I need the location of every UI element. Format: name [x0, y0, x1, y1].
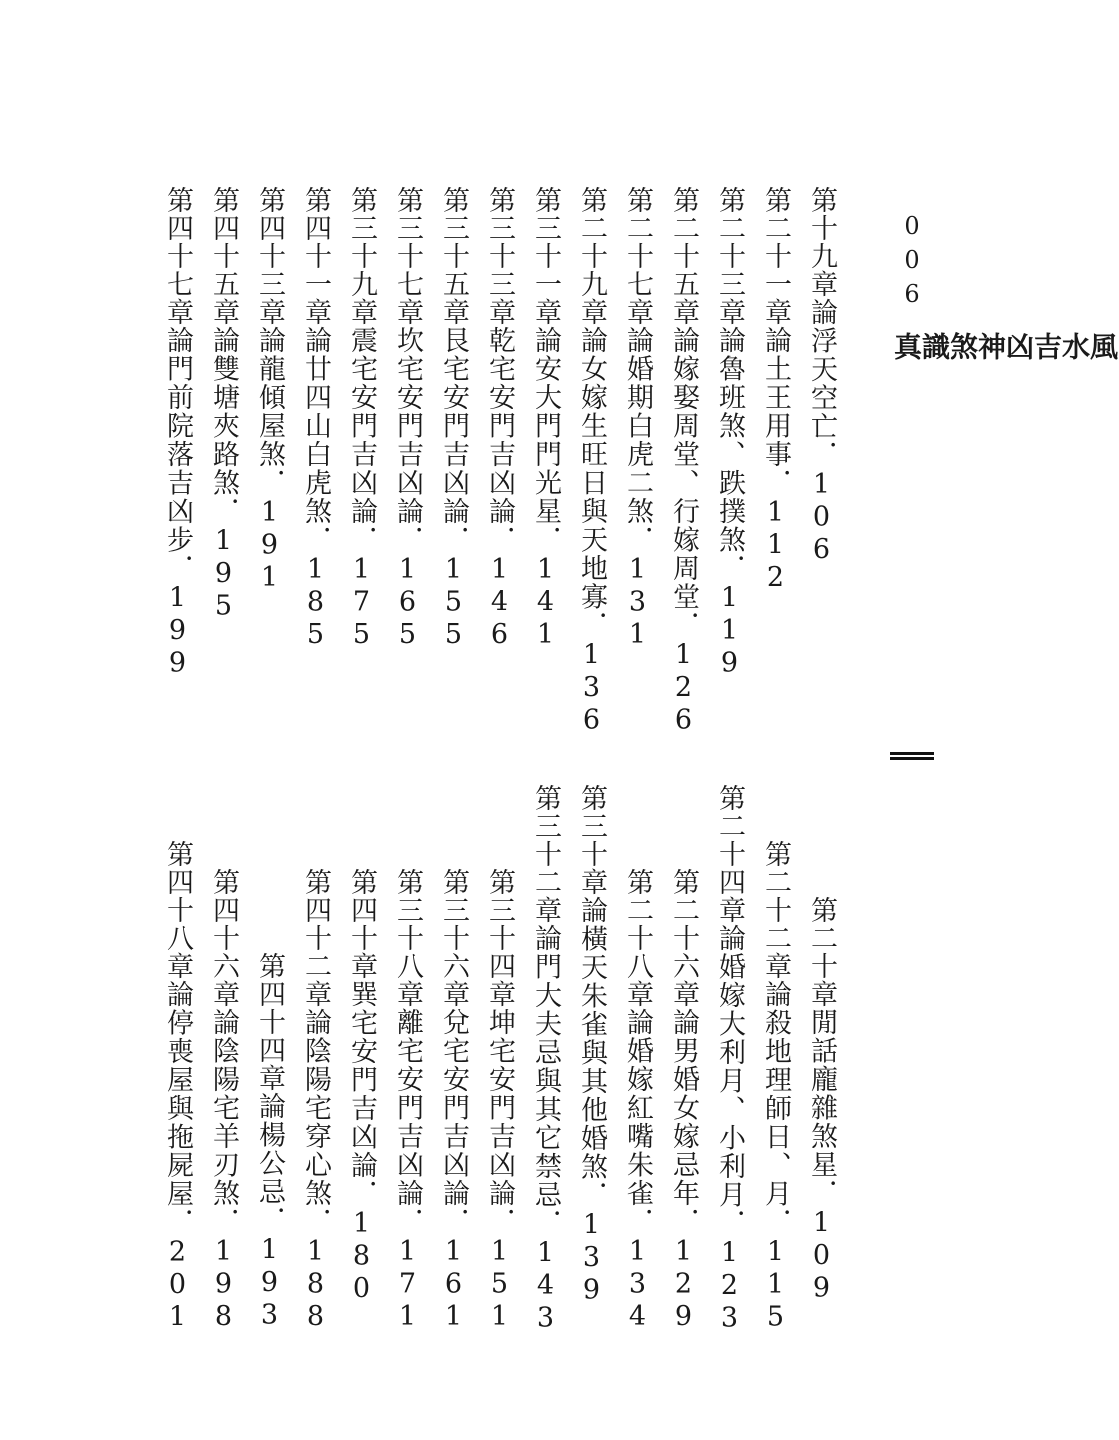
chapter-title: 震宅安門吉凶論．175: [346, 326, 377, 652]
chapter-title: 離宅安門吉凶論．171: [392, 1008, 423, 1334]
chapter-number: 第二十三章: [714, 186, 745, 326]
toc-entry[interactable]: [210, 868, 237, 1334]
page-number: 006: [898, 212, 926, 314]
chapter-title: 論陰陽宅羊刃煞．198: [208, 1008, 239, 1334]
chapter-number: 第四十六章: [208, 868, 239, 1008]
toc-entry[interactable]: [394, 868, 421, 1334]
chapter-number: 第四十四章: [254, 952, 285, 1092]
chapter-number: 第二十九章: [576, 186, 607, 326]
chapter-number: 第三十三章: [484, 186, 515, 326]
toc-entry[interactable]: [348, 868, 375, 1306]
toc-entry[interactable]: [394, 186, 421, 652]
chapter-number: 第二十一章: [760, 186, 791, 326]
chapter-number: 第三十章: [576, 784, 607, 896]
chapter-number: 第四十章: [346, 868, 377, 980]
chapter-title: 論安大門門光星．141: [530, 326, 561, 652]
chapter-title: 論橫天朱雀與其他婚煞．139: [576, 896, 607, 1307]
toc-entry[interactable]: [762, 186, 789, 595]
chapter-title: 乾宅安門吉凶論．146: [484, 326, 515, 652]
chapter-number: 第三十九章: [346, 186, 377, 326]
chapter-title: 艮宅安門吉凶論．155: [438, 326, 469, 652]
chapter-number: 第四十三章: [254, 186, 285, 326]
chapter-title: 論浮天空亡．106: [806, 298, 837, 567]
toc-entry[interactable]: [670, 868, 697, 1334]
chapter-number: 第三十七章: [392, 186, 423, 326]
chapter-title: 論殺地理師日、月．115: [760, 980, 791, 1334]
chapter-title: 論停喪屋與拖屍屋．201: [162, 980, 193, 1334]
chapter-title: 論男婚女嫁忌年．129: [668, 1008, 699, 1334]
chapter-title: 論土王用事．112: [760, 326, 791, 595]
toc-entry[interactable]: [532, 186, 559, 652]
toc-entry[interactable]: [624, 186, 651, 652]
chapter-number: 第二十五章: [668, 186, 699, 326]
toc-entry[interactable]: [256, 952, 283, 1332]
chapter-number: 第三十二章: [530, 784, 561, 924]
chapter-title: 論門大夫忌與其它禁忌．143: [530, 924, 561, 1335]
chapter-number: 第三十五章: [438, 186, 469, 326]
toc-entry[interactable]: [440, 868, 467, 1334]
chapter-number: 第二十四章: [714, 784, 745, 924]
chapter-title: 論婚嫁大利月、小利月．123: [714, 924, 745, 1335]
chapter-title: 論女嫁生旺日與天地寡．136: [576, 326, 607, 737]
toc-entry[interactable]: [670, 186, 697, 737]
chapter-number: 第二十八章: [622, 868, 653, 1008]
chapter-title: 坤宅安門吉凶論．151: [484, 1008, 515, 1334]
toc-entry[interactable]: [578, 784, 605, 1307]
header-double-rule: [890, 752, 934, 764]
toc-entry[interactable]: [486, 868, 513, 1334]
toc-entry[interactable]: [808, 896, 835, 1305]
chapter-number: 第十九章: [806, 186, 837, 298]
chapter-title: 論龍傾屋煞．191: [254, 326, 285, 595]
chapter-number: 第四十八章: [162, 840, 193, 980]
toc-entry[interactable]: [716, 784, 743, 1335]
chapter-title: 論陰陽宅穿心煞．188: [300, 1008, 331, 1334]
toc-entry[interactable]: [302, 868, 329, 1334]
toc-entry[interactable]: [256, 186, 283, 595]
toc-entry[interactable]: [808, 186, 835, 567]
toc-entry[interactable]: [486, 186, 513, 652]
chapter-number: 第三十八章: [392, 868, 423, 1008]
chapter-title: 論廿四山白虎煞．185: [300, 326, 331, 652]
toc-entry[interactable]: [164, 186, 191, 680]
chapter-title: 兌宅安門吉凶論．161: [438, 1008, 469, 1334]
toc-entry[interactable]: [624, 868, 651, 1334]
book-title: 風水吉凶神煞識真: [890, 332, 1119, 363]
chapter-title: 論門前院落吉凶步．199: [162, 326, 193, 680]
chapter-number: 第三十一章: [530, 186, 561, 326]
toc-entry[interactable]: [716, 186, 743, 680]
chapter-title: 論雙塘夾路煞．195: [208, 326, 239, 623]
chapter-number: 第四十五章: [208, 186, 239, 326]
chapter-number: 第二十七章: [622, 186, 653, 326]
toc-entry[interactable]: [532, 784, 559, 1335]
toc-entry[interactable]: [578, 186, 605, 737]
chapter-number: 第二十章: [806, 896, 837, 1008]
toc-entry[interactable]: [164, 840, 191, 1334]
chapter-number: 第三十四章: [484, 868, 515, 1008]
toc-entry[interactable]: [302, 186, 329, 652]
chapter-title: 論楊公忌．193: [254, 1092, 285, 1332]
chapter-number: 第四十一章: [300, 186, 331, 326]
toc-entry[interactable]: [762, 840, 789, 1334]
chapter-number: 第三十六章: [438, 868, 469, 1008]
chapter-title: 論嫁娶周堂、行嫁周堂．126: [668, 326, 699, 737]
toc-entry[interactable]: [210, 186, 237, 623]
chapter-title: 閒話龐雜煞星．109: [806, 1008, 837, 1305]
chapter-number: 第四十二章: [300, 868, 331, 1008]
chapter-number: 第二十六章: [668, 868, 699, 1008]
chapter-title: 巽宅安門吉凶論．180: [346, 980, 377, 1306]
toc-entry[interactable]: [440, 186, 467, 652]
chapter-number: 第四十七章: [162, 186, 193, 326]
chapter-title: 論婚期白虎二煞．131: [622, 326, 653, 652]
chapter-title: 論魯班煞、跌撲煞．119: [714, 326, 745, 680]
chapter-title: 論婚嫁紅嘴朱雀．134: [622, 1008, 653, 1334]
toc-entry[interactable]: [348, 186, 375, 652]
chapter-number: 第二十二章: [760, 840, 791, 980]
chapter-title: 坎宅安門吉凶論．165: [392, 326, 423, 652]
